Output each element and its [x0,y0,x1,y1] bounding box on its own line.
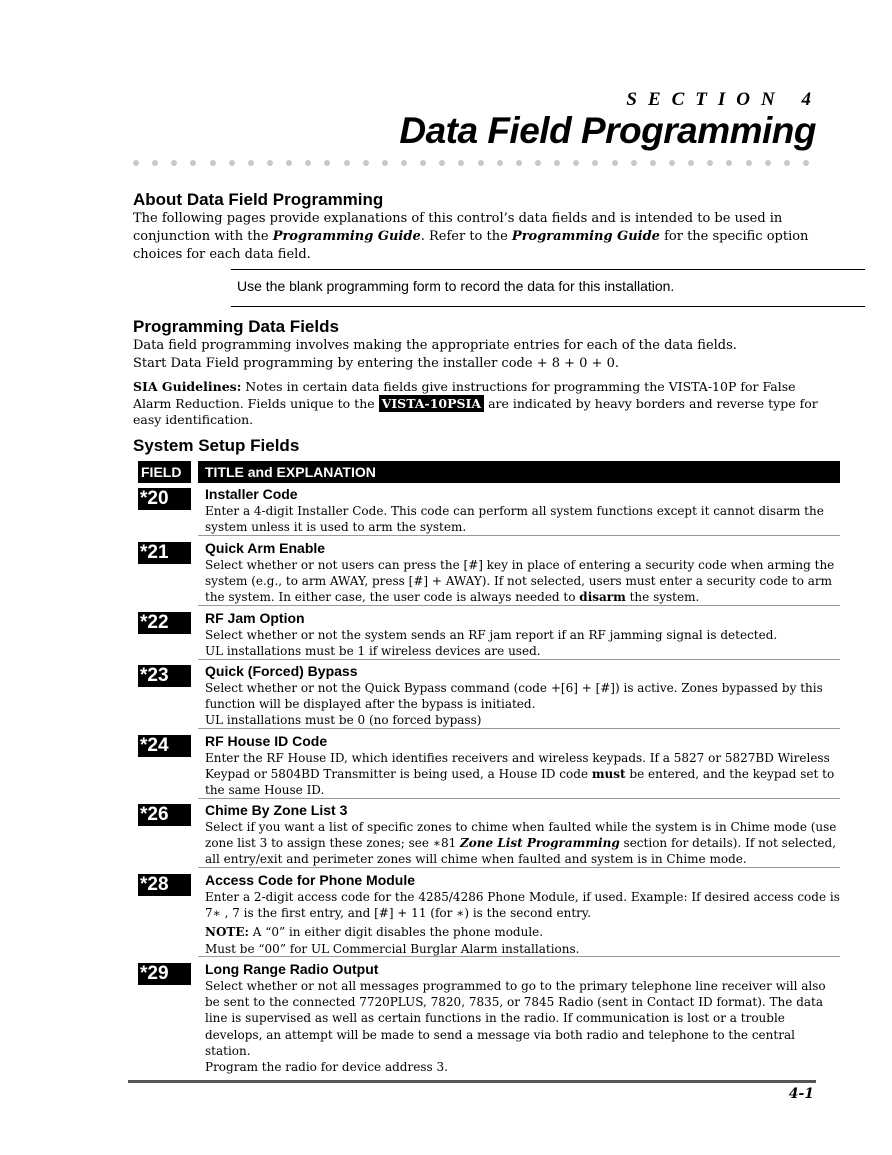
row-divider [198,605,840,606]
dotted-divider [133,160,809,170]
field-description: Enter a 4-digit Installer Code. This code can perform all system functions except it cannot disarm the system unless it is used to arm the system. [205,504,824,535]
table-row [138,732,840,799]
table-row [138,801,840,868]
table-row [138,871,840,957]
field-title: Access Code for Phone Module [205,872,416,888]
field-description: Select if you want a list of specific zones to chime when faulted while the system is in Chime mode (use zone list 3 to assign these zones; see ∗81 Zone List Programming section for details). If not selected, all entry/exit and perimeter zones will chime when faulted and system is in Chime mode. [205,820,837,867]
divider-dot [592,160,598,166]
field-title: RF House ID Code [205,733,328,749]
divider-dot [573,160,579,166]
page-number: 4-1 [788,1086,814,1102]
page-title: Data Field Programming [399,110,816,151]
divider-dot [688,160,694,166]
field-number: *21 [138,542,191,564]
field-number: *28 [138,874,191,896]
about-paragraph: The following pages provide explanations of this control’s data fields and is intended to be used in conjunction with the Programming Guide. Refer to the Programming Guide for the specific option choices for each data field. [133,211,809,262]
divider-dot [631,160,637,166]
divider-dot [746,160,752,166]
sia-guidelines: SIA Guidelines: Notes in certain data fields give instructions for programming the VISTA-10P for False Alarm Reduction. Fields unique to the VISTA-10PSIA are indicated by heavy borders and reverse type for easy identification. [133,379,818,427]
field-title: Long Range Radio Output [205,961,379,977]
divider-dot [210,160,216,166]
column-header-title: TITLE and EXPLANATION [198,461,840,483]
divider-dot [133,160,139,166]
field-description: Select whether or not the Quick Bypass command (code +[6] + [#]) is active. Zones bypassed by this function will be displayed after the bypass is initiated. UL installations must be 0 (no forced bypass) [205,681,823,728]
programming-guide-ref: Programming Guide [272,229,421,244]
divider-dot [535,160,541,166]
divider-dot [190,160,196,166]
row-divider [198,956,840,957]
divider-dot [497,160,503,166]
programming-line-2: Start Data Field programming by entering the installer code + 8 + 0 + 0. [133,356,619,371]
divider-dot [803,160,809,166]
column-header-field: FIELD [138,461,191,483]
table-row [138,539,840,606]
divider-dot [726,160,732,166]
divider-dot [344,160,350,166]
note-box [231,269,865,307]
field-number: *20 [138,488,191,510]
divider-dot [171,160,177,166]
field-title: Quick (Forced) Bypass [205,663,358,679]
divider-dot [248,160,254,166]
field-description: Select whether or not users can press the [#] key in place of entering a security code when arming the system (e.g., to arm AWAY, press [#] + AWAY). If not selected, users must enter a security code to arm the system. In either case, the user code is always needed to disarm the system. [205,558,835,605]
table-header [138,461,840,483]
field-title: Installer Code [205,486,298,502]
divider-dot [612,160,618,166]
divider-dot [478,160,484,166]
divider-dot [401,160,407,166]
about-heading: About Data Field Programming [133,190,384,209]
section-label: SECTION 4 [626,89,822,110]
field-number: *29 [138,963,191,985]
row-divider [198,867,840,868]
divider-dot [439,160,445,166]
field-description: Select whether or not all messages programmed to go to the primary telephone line receiver will also be sent to the connected 7720PLUS, 7820, 7835, or 7845 Radio (sent in Contact ID format). The data line is supervised as well as certain functions in the radio. If communication is lost or a trouble develops, an attempt will be made to send a message via both radio and telephone to the central station. Program the radio for device address 3. [205,979,826,1075]
divider-dot [324,160,330,166]
field-note: NOTE: A “0” in either digit disables the phone module. [205,925,544,940]
divider-dot [707,160,713,166]
field-number: *26 [138,804,191,826]
programming-heading: Programming Data Fields [133,317,339,336]
field-number: *24 [138,735,191,757]
divider-dot [286,160,292,166]
sia-label: SIA Guidelines: [133,379,242,394]
divider-dot [420,160,426,166]
divider-dot [267,160,273,166]
divider-dot [382,160,388,166]
divider-dot [554,160,560,166]
row-divider [198,659,840,660]
field-note-ul: Must be “00” for UL Commercial Burglar Alarm installations. [205,941,580,956]
field-description: Select whether or not the system sends an RF jam report if an RF jamming signal is detected. UL installations must be 1 if wireless devices are used. [205,628,778,659]
divider-dot [784,160,790,166]
row-divider [198,535,840,536]
table-row [138,662,840,729]
table-row [138,609,840,660]
field-number: *23 [138,665,191,687]
table-row [138,485,840,536]
field-title: Quick Arm Enable [205,540,326,556]
programming-line-1: Data field programming involves making the appropriate entries for each of the data fields. [133,338,737,353]
field-description: Enter the RF House ID, which identifies receivers and wireless keypads. If a 5827 or 5827BD Wireless Keypad or 5804BD Transmitter is being used, a House ID code must be entered, and the keypad set to the same House ID. [205,751,835,798]
divider-dot [229,160,235,166]
divider-dot [458,160,464,166]
divider-dot [650,160,656,166]
field-title: RF Jam Option [205,610,305,626]
divider-dot [765,160,771,166]
row-divider [198,728,840,729]
programming-guide-ref: Programming Guide [511,229,660,244]
note-text: Use the blank programming form to record the data for this installation. [237,278,675,294]
field-description: Enter a 2-digit access code for the 4285/4286 Phone Module, if used. Example: If desired access code is 7∗ , 7 is the first entry, and [#] + 11 (for ∗) is the second entry. [205,890,840,921]
footer-rule [128,1080,816,1083]
divider-dot [152,160,158,166]
row-divider [198,798,840,799]
divider-dot [363,160,369,166]
divider-dot [669,160,675,166]
table-row [138,960,840,1075]
field-number: *22 [138,612,191,634]
system-setup-heading: System Setup Fields [133,436,300,455]
divider-dot [516,160,522,166]
field-title: Chime By Zone List 3 [205,802,348,818]
divider-dot [305,160,311,166]
vista-10psia-badge: VISTA-10PSIA [379,395,484,412]
